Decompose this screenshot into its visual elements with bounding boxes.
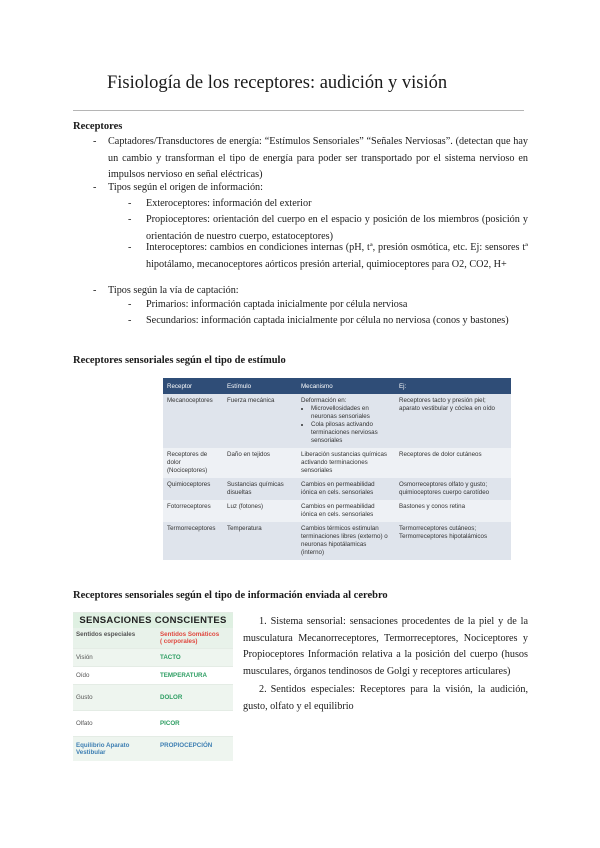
sublist-item-propioceptores: Propioceptores: orientación del cuerpo en el espacio y posición de los miembros (posición y orientación de nuestro cuerpo, estatoceptores) (146, 214, 528, 242)
table-row (73, 667, 233, 685)
item-text: Sistema sensorial: sensaciones procedentes de la piel y de la musculatura Mecanorreceptores, Termorreceptores, Nociceptores y Propioceptores Información relativa a la posición del cuerpo (husos musculares, órganos tendinosos de Golgi y receptores articulares) (243, 616, 528, 677)
col-header-line: Sentidos Somáticos (160, 631, 220, 638)
receptor-table (163, 378, 511, 560)
cell-text: Deformación en: (301, 397, 347, 404)
sublist-bullet: - (128, 198, 132, 209)
cell: Receptores tacto y presión piel; aparato vestibular y cóclea en oído (395, 394, 511, 448)
sublist-bullet: - (128, 299, 132, 310)
table-row (163, 522, 511, 560)
cell-list-item: • Microvellosidades en neuronas sensoriales (311, 405, 391, 421)
sublist-item-exteroceptores: Exteroceptores: información del exterior (146, 198, 312, 209)
table-row (163, 448, 511, 478)
page-title: Fisiología de los receptores: audición y visión (107, 73, 448, 93)
cell: Quimioceptores (163, 478, 223, 500)
cell: Bastones y conos retina (395, 500, 511, 522)
sublist-item-primarios: Primarios: información captada inicialmente por célula nerviosa (146, 299, 408, 310)
cell: Daño en tejidos (223, 448, 297, 478)
table-row (163, 500, 511, 522)
table-row (73, 685, 233, 711)
cell: Gusto (73, 685, 157, 711)
table-caption: SENSACIONES CONSCIENTES (73, 613, 233, 629)
table-row (73, 711, 233, 737)
section-heading-informacion: Receptores sensoriales según el tipo de información enviada al cerebro (73, 590, 388, 601)
cell: Fotorreceptores (163, 500, 223, 522)
numbered-list (243, 614, 528, 715)
list-bullet: - (93, 182, 97, 193)
col-header: Estímulo (223, 378, 297, 394)
col-header-line: ( corporales) (160, 638, 198, 645)
col-header: Receptor (163, 378, 223, 394)
numbered-item (243, 614, 528, 680)
table-row (163, 394, 511, 448)
cell: Termorreceptores (163, 522, 223, 560)
table-header-row (73, 628, 233, 649)
cell: Osmorreceptores olfato y gusto; quimioceptores cuerpo carotídeo (395, 478, 511, 500)
cell: TEMPERATURA (157, 667, 233, 685)
item-number: 2. (259, 684, 267, 695)
cell: Temperatura (223, 522, 297, 560)
sublist-bullet: - (128, 315, 132, 326)
item-number: 1. (259, 616, 267, 627)
cell-list (301, 405, 391, 445)
cell: Luz (fotones) (223, 500, 297, 522)
section-heading-estimulo: Receptores sensoriales según el tipo de estímulo (73, 355, 286, 366)
cell: Sustancias químicas disueltas (223, 478, 297, 500)
section-heading-receptores: Receptores (73, 121, 123, 132)
item-text: Sentidos especiales: Receptores para la visión, la audición, gusto, olfato y el equilibrio (243, 684, 528, 712)
sublist-item-interoceptores: Interoceptores: cambios en condiciones internas (pH, tª, presión osmótica, etc. Ej: sensores tª hipotálamo, mecanoceptores aórticos presión arterial, quimioceptores para O2, CO2, H+ (146, 242, 528, 270)
cell: Fuerza mecánica (223, 394, 297, 448)
cell: Olfato (73, 711, 157, 737)
cell: Receptores de dolor cutáneos (395, 448, 511, 478)
cell: TACTO (157, 649, 233, 667)
table-header-row (163, 378, 511, 394)
sublist-bullet: - (128, 242, 132, 253)
title-divider (73, 110, 524, 111)
sublist-item-secundarios: Secundarios: información captada inicialmente por célula no nerviosa (conos y bastones) (146, 315, 509, 326)
list-bullet: - (93, 285, 97, 296)
col-header: Ej: (395, 378, 511, 394)
list-bullet: - (93, 136, 97, 147)
table-row (73, 649, 233, 667)
cell-list-item: • Cola pilosas activando terminaciones nerviosas sensoriales (311, 421, 391, 445)
cell: Visión (73, 649, 157, 667)
table-row (163, 478, 511, 500)
sensaciones-table (73, 612, 233, 761)
cell: Mecanoceptores (163, 394, 223, 448)
col-header (157, 628, 233, 649)
cell: Cambios en permeabilidad iónica en cels. sensoriales (297, 478, 395, 500)
col-header: Mecanismo (297, 378, 395, 394)
cell: PICOR (157, 711, 233, 737)
cell: Cambios en permeabilidad iónica en cels. sensoriales (297, 500, 395, 522)
table-row (73, 737, 233, 762)
list-item-captadores: Captadores/Transductores de energía: “Estímulos Sensoriales” “Señales Nerviosas”. (detectan que hay un cambio y transforman el tipo de energía para poder ser transportado por el sistema nervioso en impulsos nervioso en señal eléctricas) (108, 136, 528, 180)
cell: PROPIOCEPCIÓN (157, 737, 233, 762)
list-item-tipos-origen: Tipos según el origen de información: (108, 182, 263, 193)
numbered-item (243, 682, 528, 715)
col-header: Sentidos especiales (73, 628, 157, 649)
cell: Oído (73, 667, 157, 685)
cell: Cambios térmicos estimulan terminaciones libres (externo) o neuronas hipotálamicas (interno) (297, 522, 395, 560)
cell: Equilibrio Aparato Vestibular (73, 737, 157, 762)
cell: Receptores de dolor (Nociceptores) (163, 448, 223, 478)
sublist-bullet: - (128, 214, 132, 225)
list-item-tipos-via: Tipos según la vía de captación: (108, 285, 239, 296)
cell: Termorreceptores cutáneos; Termorreceptores hipotalámicos (395, 522, 511, 560)
cell (297, 394, 395, 448)
cell: Liberación sustancias químicas activando terminaciones sensoriales (297, 448, 395, 478)
cell: DOLOR (157, 685, 233, 711)
